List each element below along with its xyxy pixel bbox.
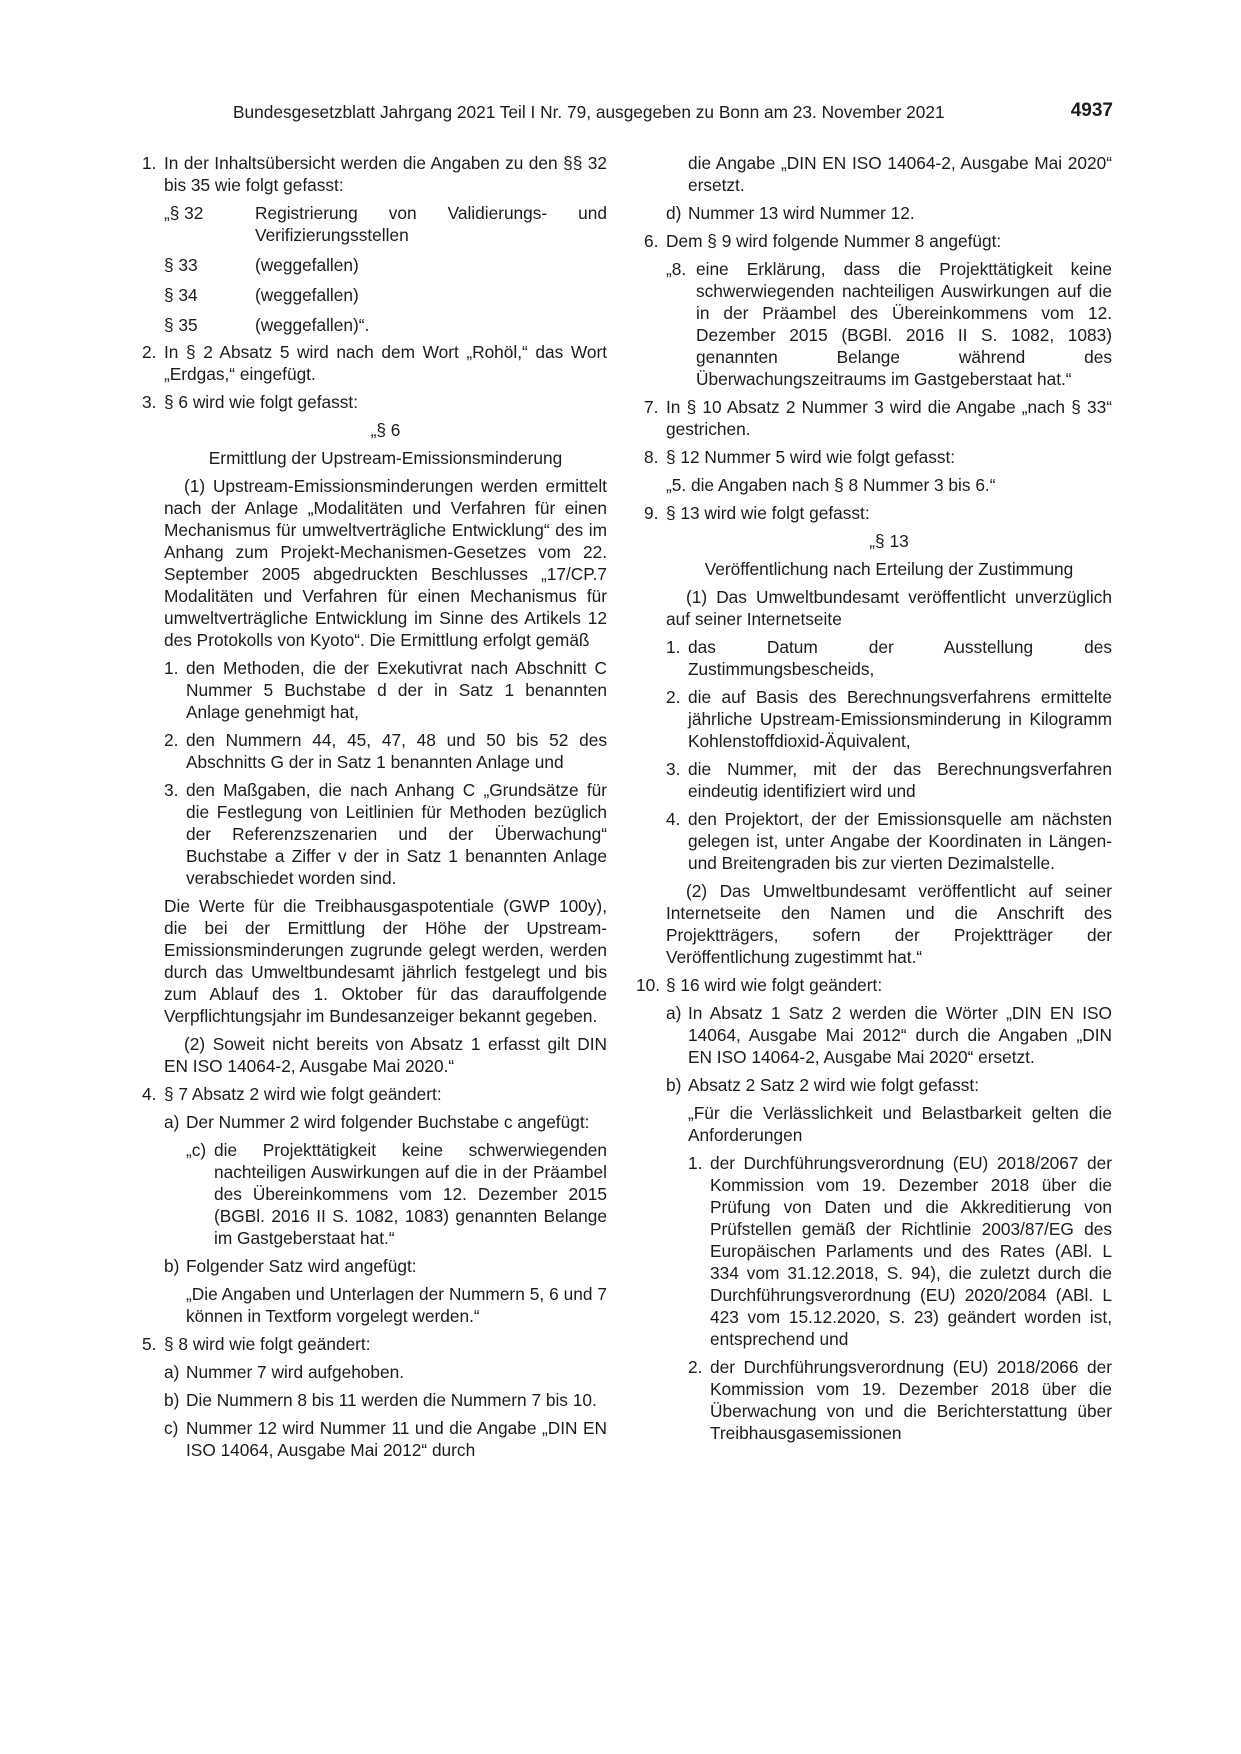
item-number: 2. xyxy=(142,342,157,362)
item-text: Die Nummern 8 bis 11 werden die Nummern 7 bis 10. xyxy=(186,1390,597,1410)
list-item xyxy=(666,686,1112,752)
item-text: In der Inhaltsübersicht werden die Angaben zu den §§ 32 bis 35 wie folgt gefasst: xyxy=(164,153,607,195)
item-text: die Nummer, mit der das Berechnungsverfahren eindeutig identifiziert wird und xyxy=(688,759,1112,801)
item-number: 8. xyxy=(644,447,659,467)
section-heading: Ermittlung der Upstream-Emissionsminderung xyxy=(208,448,563,468)
item-number: 4. xyxy=(142,1084,157,1104)
item-letter: a) xyxy=(666,1003,682,1023)
item-number: 1. xyxy=(164,658,179,678)
list-item xyxy=(164,657,607,723)
list-item xyxy=(164,1389,607,1411)
item-letter: b) xyxy=(164,1256,180,1276)
section-paragraph: Die Werte für die Treibhausgaspotentiale (GWP 100y), die bei der Ermittlung der Höhe der Upstream-Emissionsminderungen zugrunde gelegt werden, werden durch das Umweltbundesamt jährlich festgelegt und bis zum Ablauf des 1. Oktober für das darauffolgende Verpflichtungsjahr im Bundesanzeiger bekannt gegeben. xyxy=(164,896,607,1026)
toc-paragraph: § 34 xyxy=(164,285,198,305)
item-text: § 16 wird wie folgt geändert: xyxy=(666,975,883,995)
toc-entry xyxy=(164,284,607,306)
quoted-text: „Für die Verlässlichkeit und Belastbarkeit gelten die Anforderungen xyxy=(688,1103,1112,1145)
header-title: Bundesgesetzblatt Jahrgang 2021 Teil I Nr. 79, ausgegeben zu Bonn am 23. November 2021 xyxy=(233,102,945,122)
list-item xyxy=(164,779,607,889)
right-column xyxy=(636,152,1112,1444)
item-text: Absatz 2 Satz 2 wird wie folgt gefasst: xyxy=(688,1075,980,1095)
list-item xyxy=(164,1361,607,1383)
list-item xyxy=(164,1417,607,1461)
list-item xyxy=(666,758,1112,802)
item-letter: b) xyxy=(164,1390,180,1410)
left-column xyxy=(142,152,607,1461)
list-item xyxy=(164,1111,607,1133)
list-item xyxy=(666,202,1112,224)
item-letter: a) xyxy=(164,1362,180,1382)
item-text: eine Erklärung, dass die Projekttätigkeit keine schwerwiegenden nachteiligen Auswirkungen auf die in der Präambel des Übereinkommens vom 12. Dezember 2015 (BGBl. 2016 II S. 1082, 1083) genannten Belange während des Überwachungszeitraums im Gastgeberstaat hat.“ xyxy=(696,259,1112,389)
list-item xyxy=(636,974,1112,996)
item-text: Folgender Satz wird angefügt: xyxy=(186,1256,417,1276)
list-item xyxy=(142,1333,607,1355)
item-text: Dem § 9 wird folgende Nummer 8 angefügt: xyxy=(666,231,1002,251)
quoted-text: „5. die Angaben nach § 8 Nummer 3 bis 6.“ xyxy=(666,475,996,495)
item-letter: a) xyxy=(164,1112,180,1132)
item-letter: „c) xyxy=(186,1140,207,1160)
item-text: Der Nummer 2 wird folgender Buchstabe c angefügt: xyxy=(186,1112,590,1132)
list-item xyxy=(142,1083,607,1105)
list-item xyxy=(688,1356,1112,1444)
item-number: 1. xyxy=(142,153,157,173)
item-number: 3. xyxy=(142,392,157,412)
item-text: Nummer 13 wird Nummer 12. xyxy=(688,203,915,223)
item-text: § 12 Nummer 5 wird wie folgt gefasst: xyxy=(666,447,956,467)
item-number: 2. xyxy=(666,687,681,707)
item-number: 7. xyxy=(644,397,659,417)
item-text: § 13 wird wie folgt gefasst: xyxy=(666,503,870,523)
item-text: die auf Basis des Berechnungsverfahrens ermittelte jährliche Upstream-Emissionsminderung in Kilogramm Kohlenstoffdioxid-Äquivalent, xyxy=(688,687,1112,751)
toc-entry xyxy=(164,254,607,276)
section-paragraph: (1) Upstream-Emissionsminderungen werden ermittelt nach der Anlage „Modalitäten und Verfahren für einen Mechanismus für umweltverträgliche Entwicklung“ des im Anhang zum Projekt-Mechanismen-Gesetzes vom 22. September 2005 abgedruckten Beschlusses „17/CP.7 Modalitäten und Verfahren für einen Mechanismus für umweltverträgliche Entwicklung im Sinne des Artikels 12 des Protokolls von Kyoto“. Die Ermittlung erfolgt gemäß xyxy=(164,476,607,650)
list-item xyxy=(164,1255,607,1277)
item-text: das Datum der Ausstellung des Zustimmungsbescheids, xyxy=(688,637,1112,679)
item-text: den Nummern 44, 45, 47, 48 und 50 bis 52 des Abschnitts G der in Satz 1 benannten Anlage und xyxy=(186,730,607,772)
quoted-text: „Die Angaben und Unterlagen der Nummern 5, 6 und 7 können in Textform vorgelegt werden.“ xyxy=(186,1284,607,1326)
item-number: 6. xyxy=(644,231,659,251)
list-item xyxy=(688,1152,1112,1350)
item-number: 3. xyxy=(666,759,681,779)
continued-text: die Angabe „DIN EN ISO 14064-2, Ausgabe Mai 2020“ ersetzt. xyxy=(688,153,1112,195)
list-item xyxy=(142,152,607,196)
item-letter: b) xyxy=(666,1075,682,1095)
toc-paragraph: § 35 xyxy=(164,315,198,335)
list-item xyxy=(644,502,1112,524)
item-number: 5. xyxy=(142,1334,157,1354)
item-text: § 7 Absatz 2 wird wie folgt geändert: xyxy=(164,1084,442,1104)
section-paragraph: (1) Das Umweltbundesamt veröffentlicht unverzüglich auf seiner Internetseite xyxy=(666,587,1112,629)
item-text: die Projekttätigkeit keine schwerwiegenden nachteiligen Auswirkungen auf die in der Präambel des Übereinkommens vom 12. Dezember 2015 (BGBl. 2016 II S. 1082, 1083) genannten Belange im Gastgeberstaat hat.“ xyxy=(214,1140,607,1248)
toc-entry xyxy=(164,202,607,246)
item-number: 4. xyxy=(666,809,681,829)
list-item xyxy=(644,230,1112,252)
item-text: der Durchführungsverordnung (EU) 2018/2067 der Kommission vom 19. Dezember 2018 über die Prüfung von Daten und die Akkreditierung von Prüfstellen gemäß der Richtlinie 2003/87/EG des Europäischen Parlaments und des Rates (ABl. L 334 vom 31.12.2018, S. 94), die zuletzt durch die Durchführungsverordnung (EU) 2020/2084 (ABl. L 423 vom 15.12.2020, S. 23) geändert worden ist, entsprechend und xyxy=(710,1153,1112,1349)
section-paragraph: (2) Das Umweltbundesamt veröffentlicht auf seiner Internetseite den Namen und die Anschrift des Projektträgers, sofern der Projektträger der Veröffentlichung zugestimmt hat.“ xyxy=(666,881,1112,967)
item-text: In Absatz 1 Satz 2 werden die Wörter „DIN EN ISO 14064, Ausgabe Mai 2012“ durch die Angaben „DIN EN ISO 14064-2, Ausgabe Mai 2020“ ersetzt. xyxy=(688,1003,1112,1067)
item-letter: c) xyxy=(164,1418,179,1438)
item-number: 9. xyxy=(644,503,659,523)
page-number: 4937 xyxy=(1070,100,1113,121)
list-item xyxy=(186,1139,607,1249)
item-letter: d) xyxy=(666,203,682,223)
item-text: In § 2 Absatz 5 wird nach dem Wort „Rohöl,“ das Wort „Erdgas,“ eingefügt. xyxy=(164,342,607,384)
list-item xyxy=(666,258,1112,390)
toc-text: Registrierung von Validierungs- und Verifizierungsstellen xyxy=(255,203,607,245)
toc-entry xyxy=(164,314,607,336)
item-number: 3. xyxy=(164,780,179,800)
list-item xyxy=(644,446,1112,468)
item-text: der Durchführungsverordnung (EU) 2018/2066 der Kommission vom 19. Dezember 2018 über die Überwachung von und die Berichterstattung über Treibhausgasemissionen xyxy=(710,1357,1112,1443)
item-text: In § 10 Absatz 2 Nummer 3 wird die Angabe „nach § 33“ gestrichen. xyxy=(666,397,1112,439)
item-number: 1. xyxy=(688,1153,703,1173)
item-text: den Methoden, die der Exekutivrat nach Abschnitt C Nummer 5 Buchstabe d der in Satz 1 benannten Anlage genehmigt hat, xyxy=(186,658,607,722)
page-header xyxy=(233,100,1113,128)
list-item xyxy=(142,391,607,413)
item-text: den Projektort, der der Emissionsquelle am nächsten gelegen ist, unter Angabe der Koordinaten in Längen- und Breitengraden bis zur vierten Dezimalstelle. xyxy=(688,809,1112,873)
toc-text: (weggefallen)“. xyxy=(255,315,370,335)
section-paragraph: (2) Soweit nicht bereits von Absatz 1 erfasst gilt DIN EN ISO 14064-2, Ausgabe Mai 2020.“ xyxy=(164,1034,607,1076)
section-title: „§ 6 xyxy=(370,420,401,440)
list-item xyxy=(142,341,607,385)
list-item xyxy=(164,729,607,773)
list-item xyxy=(666,808,1112,874)
item-number: 1. xyxy=(666,637,681,657)
section-heading: Veröffentlichung nach Erteilung der Zustimmung xyxy=(704,559,1074,579)
item-text: § 8 wird wie folgt geändert: xyxy=(164,1334,371,1354)
list-item xyxy=(644,396,1112,440)
item-number: 2. xyxy=(164,730,179,750)
item-text: Nummer 12 wird Nummer 11 und die Angabe „DIN EN ISO 14064, Ausgabe Mai 2012“ durch xyxy=(186,1418,607,1460)
item-text: Nummer 7 wird aufgehoben. xyxy=(186,1362,405,1382)
toc-text: (weggefallen) xyxy=(255,285,359,305)
item-text: § 6 wird wie folgt gefasst: xyxy=(164,392,359,412)
item-number: 10. xyxy=(636,975,661,995)
list-item xyxy=(666,1002,1112,1068)
item-number: 2. xyxy=(688,1357,703,1377)
toc-paragraph: § 33 xyxy=(164,255,198,275)
section-title: „§ 13 xyxy=(869,531,909,551)
item-text: den Maßgaben, die nach Anhang C „Grundsätze für die Festlegung von Leitlinien für Methoden bezüglich der Referenzszenarien und der Überwachung“ Buchstabe a Ziffer v der in Satz 1 benannten Anlage verabschiedet worden sind. xyxy=(186,780,607,888)
list-item xyxy=(666,636,1112,680)
toc-text: (weggefallen) xyxy=(255,255,359,275)
toc-paragraph: „§ 32 xyxy=(164,203,204,223)
item-number: „8. xyxy=(666,259,687,279)
toc-list xyxy=(142,202,607,336)
list-item xyxy=(666,1074,1112,1096)
